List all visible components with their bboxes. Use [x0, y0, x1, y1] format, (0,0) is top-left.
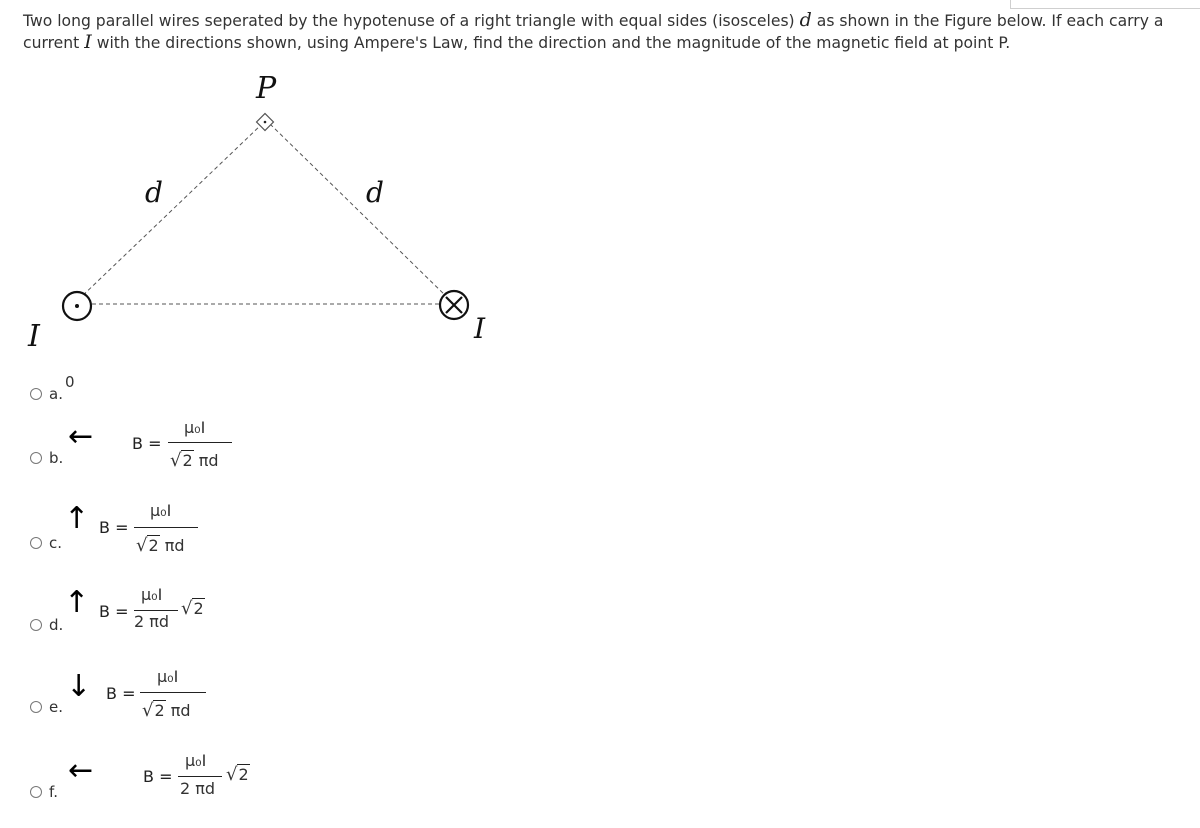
- arrow-up-icon: ↑: [64, 585, 90, 620]
- arrow-left-icon: ←: [68, 419, 94, 454]
- option-c-letter: c.: [49, 534, 63, 552]
- label-p: P: [256, 71, 277, 106]
- current-in-icon: [440, 291, 468, 319]
- option-b-numerator: μ₀I: [184, 418, 206, 437]
- point-p-marker: [257, 114, 274, 131]
- option-e-letter: e.: [49, 698, 63, 716]
- arrow-left-icon: ←: [68, 753, 94, 788]
- option-f-numerator: μ₀I: [185, 751, 207, 770]
- left-side-line: [78, 124, 262, 300]
- radio-option-a[interactable]: [30, 388, 42, 400]
- radio-option-e[interactable]: [30, 701, 42, 713]
- triangle-figure: [0, 0, 1200, 380]
- current-out-icon: [63, 292, 91, 320]
- option-c-numerator: μ₀I: [150, 501, 172, 520]
- option-d-numerator: μ₀I: [141, 585, 163, 604]
- option-e-denominator: √2 πd: [142, 700, 191, 721]
- label-d-left: d: [145, 176, 163, 209]
- option-c-fraction-bar: [134, 527, 198, 528]
- option-e-numerator: μ₀I: [157, 667, 179, 686]
- option-d-denominator: 2 πd: [134, 612, 170, 631]
- label-i-left: I: [28, 319, 40, 354]
- option-d-fraction-bar: [134, 610, 178, 611]
- option-a-letter: a.: [49, 385, 63, 403]
- radio-option-c[interactable]: [30, 537, 42, 549]
- arrow-up-icon: ↑: [64, 501, 90, 536]
- variable-I: I: [84, 31, 92, 53]
- option-b-fraction-bar: [168, 442, 232, 443]
- option-d-b-label: B =: [99, 602, 129, 621]
- option-c-b-label: B =: [99, 518, 129, 537]
- question-part-1: Two long parallel wires seperated by the hypotenuse of a right triangle with equal sides (isosceles): [23, 12, 795, 30]
- option-b-denominator: √2 πd: [170, 450, 219, 471]
- option-b-b-label: B =: [132, 434, 162, 453]
- radio-option-b[interactable]: [30, 452, 42, 464]
- option-f-letter: f.: [49, 783, 58, 801]
- option-b-letter: b.: [49, 449, 64, 467]
- option-d-sqrt2: √2: [181, 598, 204, 619]
- option-c-denominator: √2 πd: [136, 535, 185, 556]
- option-f-b-label: B =: [143, 767, 173, 786]
- radio-option-d[interactable]: [30, 619, 42, 631]
- arrow-down-icon: ↓: [66, 669, 92, 704]
- option-f-denominator: 2 πd: [180, 779, 216, 798]
- variable-d: d: [799, 9, 812, 31]
- option-f-sqrt2: √2: [226, 764, 249, 785]
- label-i-right: I: [474, 312, 486, 345]
- option-f-fraction-bar: [178, 776, 222, 777]
- option-e-b-label: B =: [106, 684, 136, 703]
- option-a-answer: 0: [65, 373, 75, 391]
- right-side-line: [270, 124, 450, 300]
- radio-option-f[interactable]: [30, 786, 42, 798]
- label-d-right: d: [366, 176, 384, 209]
- option-e-fraction-bar: [140, 692, 206, 693]
- question-part-2: as shown in the Figure below. If each carry a current: [23, 12, 1164, 52]
- option-d-letter: d.: [49, 616, 64, 634]
- question-part-3: with the directions shown, using Ampere's Law, find the direction and the magnitude of the magnetic field at point P.: [96, 34, 1011, 52]
